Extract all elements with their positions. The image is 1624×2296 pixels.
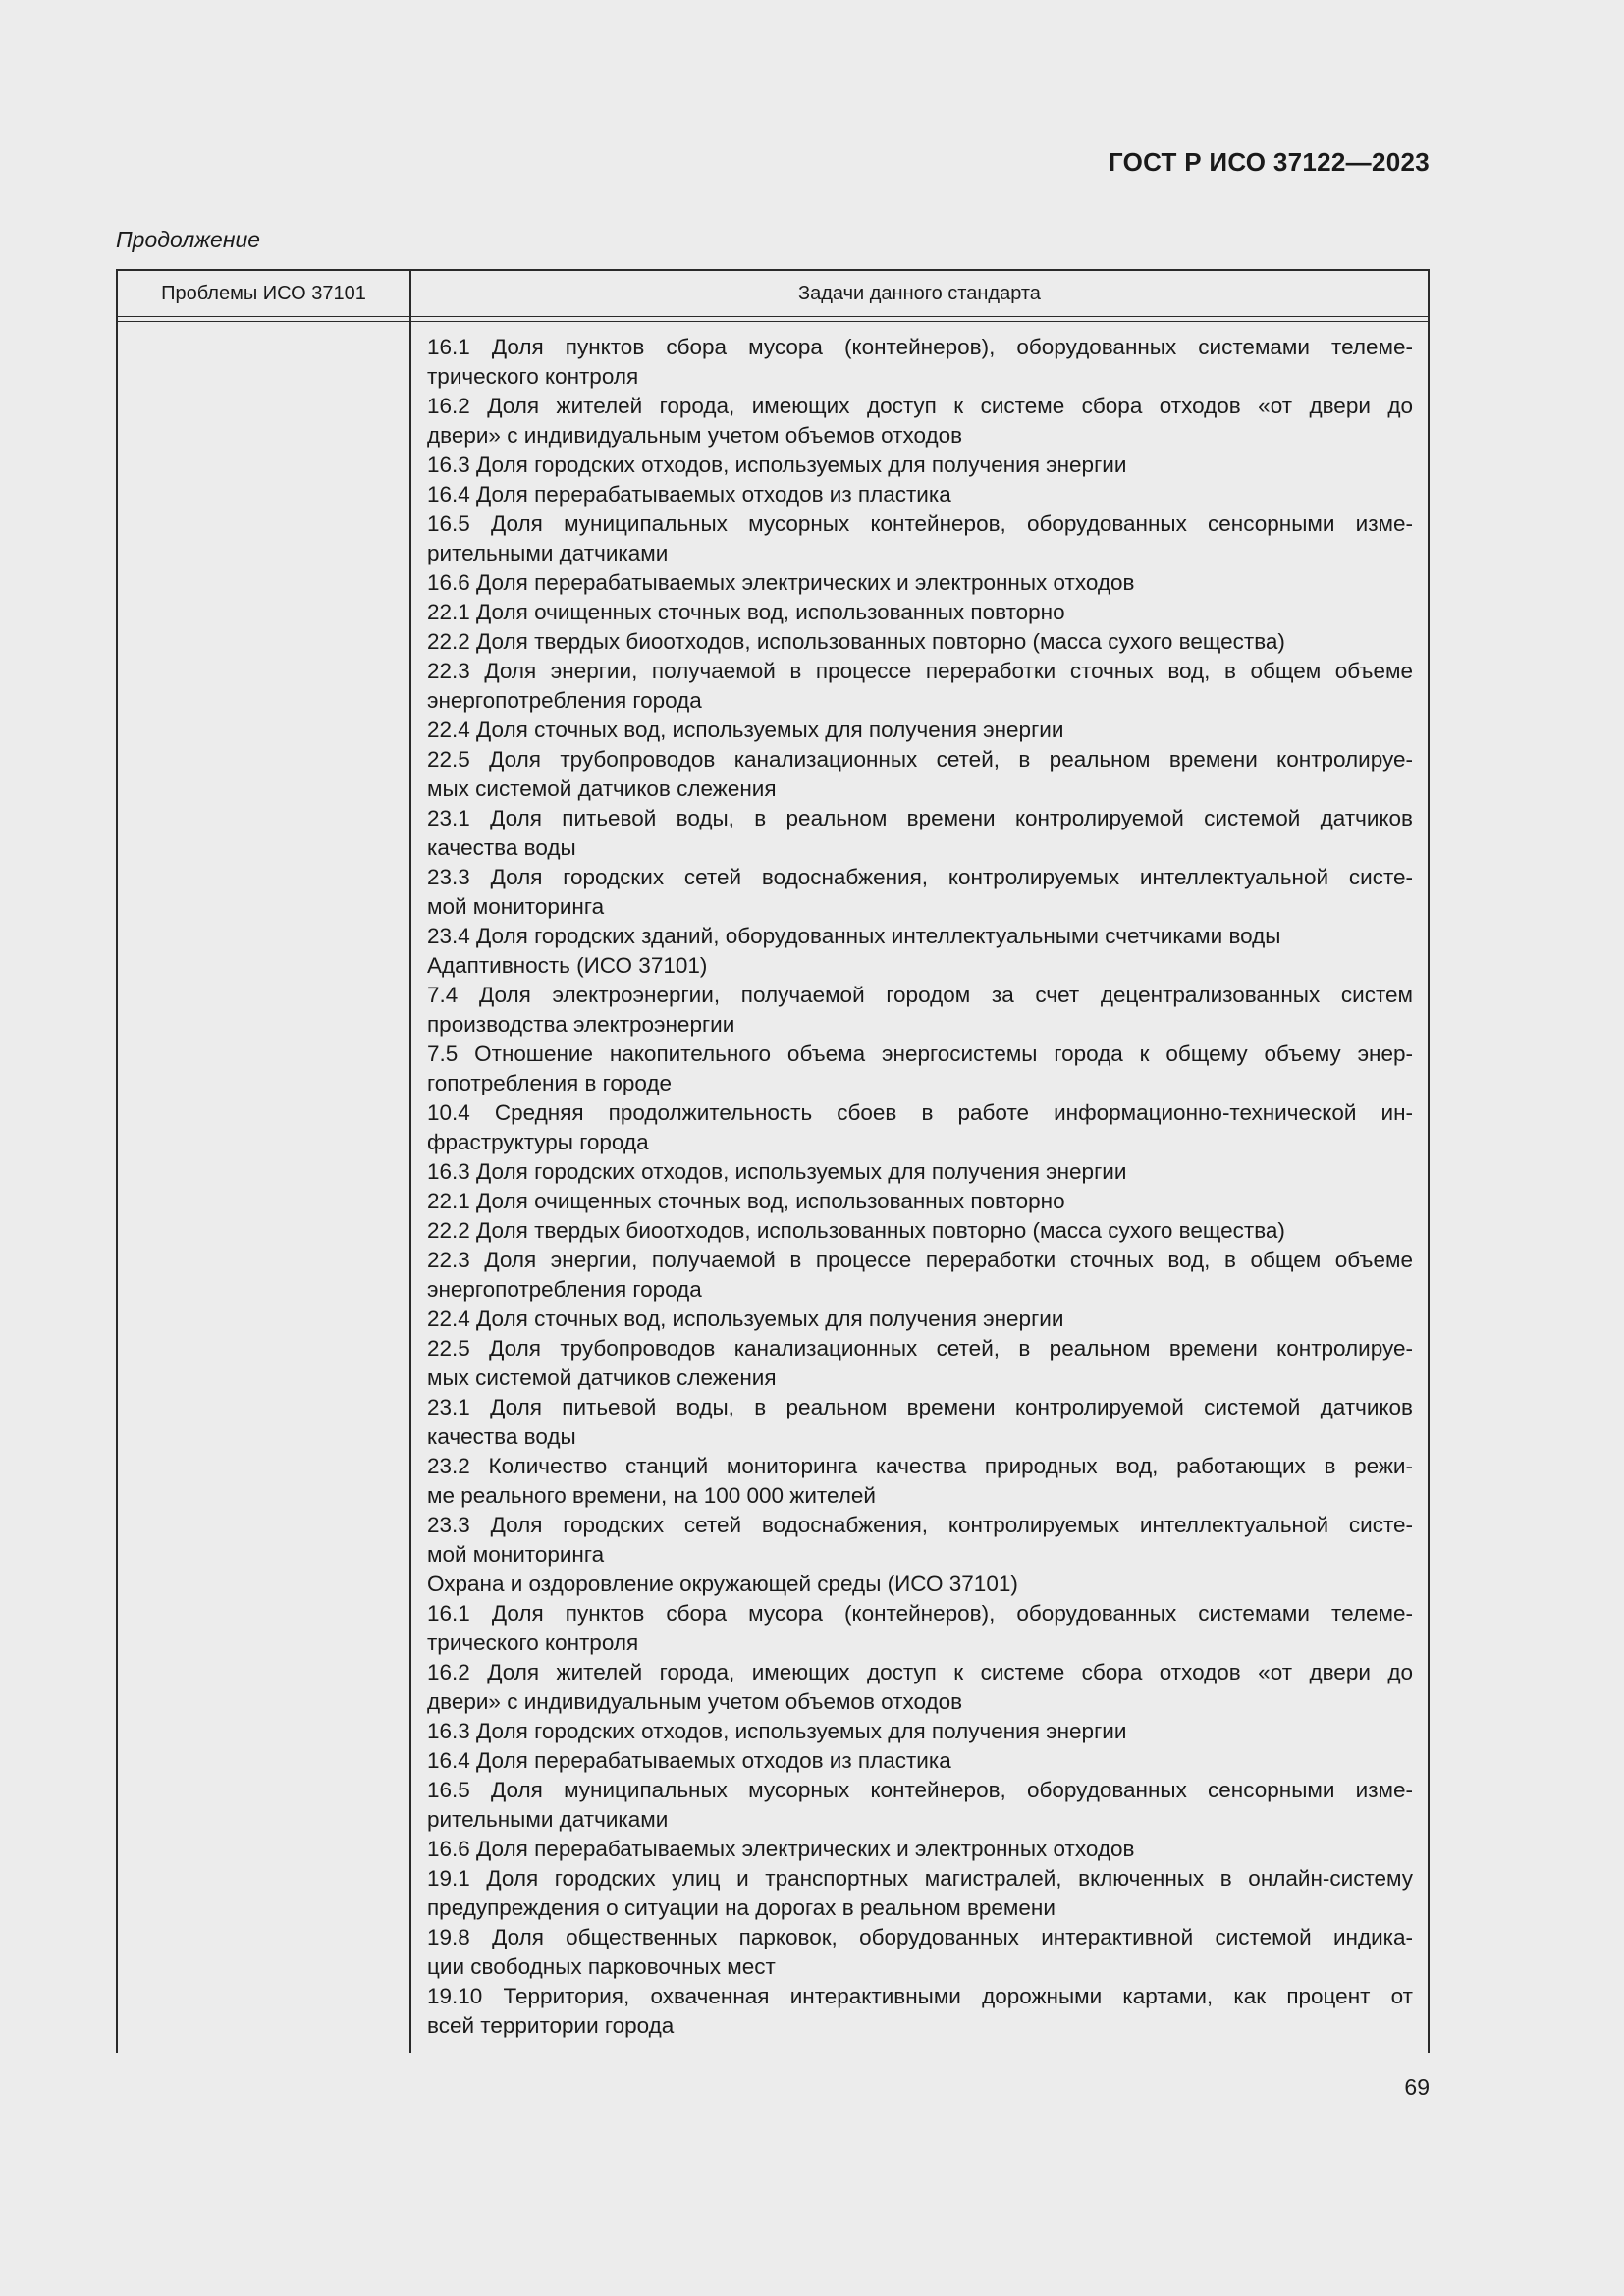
task-line: двери» с индивидуальным учетом объемов отходов bbox=[427, 423, 963, 448]
page-number: 69 bbox=[1404, 2074, 1430, 2100]
task-line: 22.4 Доля сточных вод, используемых для получения энергии bbox=[427, 718, 1064, 742]
task-line: 19.1 Доля городских улиц и транспортных магистралей, включенных в онлайн-систему bbox=[427, 1866, 1413, 1891]
task-line: всей территории города bbox=[427, 2013, 675, 2038]
task-line: 22.3 Доля энергии, получаемой в процессе переработки сточных вод, в общем объеме bbox=[427, 659, 1413, 683]
task-line: 16.5 Доля муниципальных мусорных контейнеров, оборудованных сенсорными изме- bbox=[427, 1778, 1413, 1802]
task-line: 22.2 Доля твердых биоотходов, использованных повторно (масса сухого вещества) bbox=[427, 629, 1285, 654]
task-line: 16.2 Доля жителей города, имеющих доступ к системе сбора отходов «от двери до bbox=[427, 394, 1413, 418]
task-line: трического контроля bbox=[427, 364, 639, 389]
task-line: мой мониторинга bbox=[427, 894, 605, 919]
task-line: 16.1 Доля пунктов сбора мусора (контейнеров), оборудованных системами телеме- bbox=[427, 1601, 1413, 1626]
task-line: 7.4 Доля электроэнергии, получаемой городом за счет децентрализованных систем bbox=[427, 983, 1413, 1007]
task-line: 23.4 Доля городских зданий, оборудованных интеллектуальными счетчиками воды bbox=[427, 924, 1281, 948]
task-line: 16.5 Доля муниципальных мусорных контейнеров, оборудованных сенсорными изме- bbox=[427, 511, 1413, 536]
task-line: 16.1 Доля пунктов сбора мусора (контейнеров), оборудованных системами телеме- bbox=[427, 335, 1413, 359]
task-line: 16.6 Доля перерабатываемых электрических и электронных отходов bbox=[427, 570, 1135, 595]
task-line: Адаптивность (ИСО 37101) bbox=[427, 953, 708, 978]
task-line: 23.3 Доля городских сетей водоснабжения, контролируемых интеллектуальной систе- bbox=[427, 1513, 1413, 1537]
column-header-tasks: Задачи данного стандарта bbox=[798, 283, 1041, 304]
task-line: 22.5 Доля трубопроводов канализационных сетей, в реальном времени контролируе- bbox=[427, 747, 1413, 772]
task-line: 19.10 Территория, охваченная интерактивными дорожными картами, как процент от bbox=[427, 1984, 1413, 2008]
header-rule bbox=[118, 321, 1428, 322]
task-line: мой мониторинга bbox=[427, 1542, 605, 1567]
tasks-cell bbox=[427, 333, 1413, 2041]
task-line: гопотребления в городе bbox=[427, 1071, 673, 1095]
task-line: 22.4 Доля сточных вод, используемых для получения энергии bbox=[427, 1307, 1064, 1331]
task-line: трического контроля bbox=[427, 1630, 639, 1655]
task-line: энергопотребления города bbox=[427, 688, 702, 713]
task-line: 16.3 Доля городских отходов, используемых для получения энергии bbox=[427, 1159, 1127, 1184]
task-line: 16.3 Доля городских отходов, используемых для получения энергии bbox=[427, 1719, 1127, 1743]
task-line: предупреждения о ситуации на дорогах в реальном времени bbox=[427, 1896, 1056, 1920]
task-line: рительными датчиками bbox=[427, 1807, 669, 1832]
task-line: Охрана и оздоровление окружающей среды (ИСО 37101) bbox=[427, 1572, 1018, 1596]
task-line: 23.1 Доля питьевой воды, в реальном времени контролируемой системой датчиков bbox=[427, 1395, 1413, 1419]
task-line: 23.1 Доля питьевой воды, в реальном времени контролируемой системой датчиков bbox=[427, 806, 1413, 830]
task-line: двери» с индивидуальным учетом объемов отходов bbox=[427, 1689, 963, 1714]
task-line: 16.6 Доля перерабатываемых электрических и электронных отходов bbox=[427, 1837, 1135, 1861]
task-line: 16.3 Доля городских отходов, используемых для получения энергии bbox=[427, 453, 1127, 477]
task-line: энергопотребления города bbox=[427, 1277, 702, 1302]
task-line: фраструктуры города bbox=[427, 1130, 649, 1154]
task-line: производства электроэнергии bbox=[427, 1012, 735, 1037]
document-code: ГОСТ Р ИСО 37122—2023 bbox=[1108, 147, 1430, 177]
task-line: ме реального времени, на 100 000 жителей bbox=[427, 1483, 876, 1508]
task-line: рительными датчиками bbox=[427, 541, 669, 565]
task-line: мых системой датчиков слежения bbox=[427, 1365, 777, 1390]
task-line: 22.3 Доля энергии, получаемой в процессе переработки сточных вод, в общем объеме bbox=[427, 1248, 1413, 1272]
task-line: качества воды bbox=[427, 1424, 576, 1449]
task-line: 7.5 Отношение накопительного объема энергосистемы города к общему объему энер- bbox=[427, 1041, 1413, 1066]
task-line: 22.5 Доля трубопроводов канализационных сетей, в реальном времени контролируе- bbox=[427, 1336, 1413, 1361]
column-header-problems: Проблемы ИСО 37101 bbox=[161, 283, 366, 304]
column-divider bbox=[409, 271, 411, 2053]
header-rule bbox=[118, 316, 1428, 317]
task-line: 22.1 Доля очищенных сточных вод, использованных повторно bbox=[427, 1189, 1065, 1213]
task-line: 16.2 Доля жителей города, имеющих доступ к системе сбора отходов «от двери до bbox=[427, 1660, 1413, 1684]
task-line: 16.4 Доля перерабатываемых отходов из пластика bbox=[427, 1748, 951, 1773]
task-line: 19.8 Доля общественных парковок, оборудованных интерактивной системой индика- bbox=[427, 1925, 1413, 1949]
task-line: 23.2 Количество станций мониторинга качества природных вод, работающих в режи- bbox=[427, 1454, 1413, 1478]
task-line: 10.4 Средняя продолжительность сбоев в работе информационно-технической ин- bbox=[427, 1100, 1413, 1125]
indicators-table bbox=[116, 269, 1430, 2053]
task-line: мых системой датчиков слежения bbox=[427, 776, 777, 801]
continuation-label: Продолжение bbox=[116, 227, 261, 252]
task-line: 23.3 Доля городских сетей водоснабжения, контролируемых интеллектуальной систе- bbox=[427, 865, 1413, 889]
task-line: качества воды bbox=[427, 835, 576, 860]
task-line: 16.4 Доля перерабатываемых отходов из пластика bbox=[427, 482, 951, 507]
task-line: 22.2 Доля твердых биоотходов, использованных повторно (масса сухого вещества) bbox=[427, 1218, 1285, 1243]
task-line: 22.1 Доля очищенных сточных вод, использованных повторно bbox=[427, 600, 1065, 624]
task-line: ции свободных парковочных мест bbox=[427, 1954, 776, 1979]
